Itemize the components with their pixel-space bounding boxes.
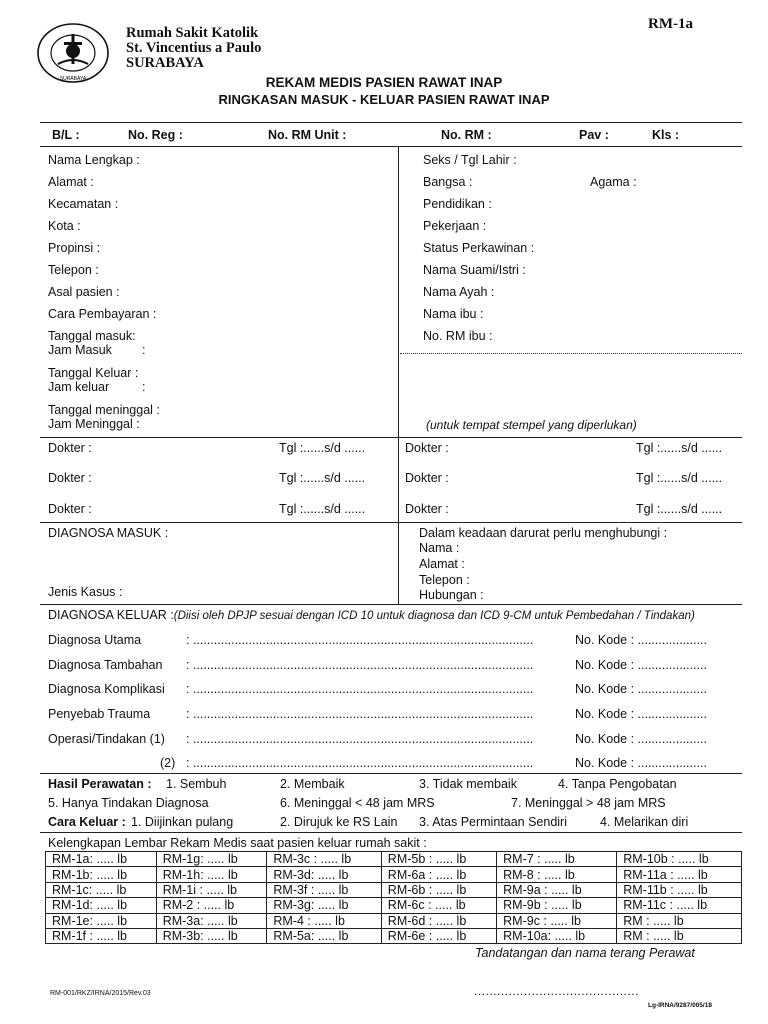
diagnosa-keluar-label: DIAGNOSA KELUAR :: [48, 608, 174, 622]
dokter-3-tgl: Tgl :......s/d ......: [279, 471, 366, 485]
noreg-label: No. Reg :: [128, 128, 183, 142]
diag-row-label: Diagnosa Tambahan: [48, 658, 163, 672]
diag-row-label: Diagnosa Komplikasi: [48, 682, 165, 696]
table-cell[interactable]: RM-5a: ..... lb: [267, 928, 381, 943]
table-cell[interactable]: RM-6c : ..... lb: [381, 898, 496, 913]
hasil-option: 3. Tidak membaik: [419, 777, 517, 791]
table-cell[interactable]: RM-3c : ..... lb: [267, 852, 381, 867]
table-cell[interactable]: RM-4 : ..... lb: [267, 913, 381, 928]
diag-row-kode[interactable]: No. Kode : ....................: [575, 658, 707, 672]
table-cell[interactable]: RM-1d: ..... lb: [46, 898, 157, 913]
status-perkawinan-label: Status Perkawinan :: [423, 241, 535, 255]
tanggal-masuk-label: Tanggal masuk:: [48, 329, 136, 343]
darurat-hubungan: Hubungan :: [419, 588, 484, 602]
table-cell[interactable]: RM-9a : ..... lb: [497, 882, 617, 897]
pendidikan-label: Pendidikan :: [423, 197, 492, 211]
tandatangan-label: Tandatangan dan nama terang Perawat: [475, 946, 695, 960]
nama-ayah-label: Nama Ayah :: [423, 285, 495, 299]
table-cell[interactable]: RM-3a: ..... lb: [156, 913, 267, 928]
dokter-2-label: Dokter :: [405, 441, 449, 455]
table-cell[interactable]: RM-6d : ..... lb: [381, 913, 496, 928]
table-cell[interactable]: RM-1h: ..... lb: [156, 867, 267, 882]
table-cell[interactable]: RM-11a : ..... lb: [617, 867, 742, 882]
dokter-6-tgl: Tgl :......s/d ......: [636, 502, 723, 516]
kota-label: Kota :: [48, 219, 81, 233]
jam-masuk-colon: :: [142, 343, 146, 357]
alamat-label: Alamat :: [48, 175, 94, 189]
table-cell[interactable]: RM-6b : ..... lb: [381, 882, 496, 897]
kecamatan-label: Kecamatan :: [48, 197, 119, 211]
diag-row-label: (2): [160, 756, 176, 770]
darurat-title: Dalam keadaan darurat perlu menghubungi :: [419, 526, 668, 540]
table-cell[interactable]: RM-1a: ..... lb: [46, 852, 157, 867]
table-cell[interactable]: RM-3g: ..... lb: [267, 898, 381, 913]
dokter-1-tgl: Tgl :......s/d ......: [279, 441, 366, 455]
seks-tgl-lahir-label: Seks / Tgl Lahir :: [423, 153, 517, 167]
cara-option: 3. Atas Permintaan Sendiri: [419, 815, 567, 829]
kls-label: Kls :: [652, 128, 680, 142]
hospital-name-line1: Rumah Sakit Katolik: [126, 25, 259, 41]
form-code: RM-1a: [648, 16, 693, 32]
tanggal-keluar-label: Tanggal Keluar :: [48, 366, 139, 380]
jam-masuk-label: Jam Masuk: [48, 343, 112, 357]
kelengkapan-table: [45, 851, 742, 944]
bl-label: B/L :: [52, 128, 80, 142]
jam-keluar-label: Jam keluar: [48, 380, 110, 394]
diag-row-kode[interactable]: No. Kode : ....................: [575, 633, 707, 647]
table-cell[interactable]: RM : ..... lb: [617, 913, 742, 928]
hasil-perawatan-label: Hasil Perawatan :: [48, 777, 152, 791]
dokter-1-label: Dokter :: [48, 441, 92, 455]
cara-option: 4. Melarikan diri: [600, 815, 689, 829]
darurat-alamat: Alamat :: [419, 557, 465, 571]
nama-suami-istri-label: Nama Suami/Istri :: [423, 263, 526, 277]
jam-meninggal-label: Jam Meninggal :: [48, 417, 140, 431]
diag-row-dots[interactable]: : ..................................................................................................: [186, 658, 534, 672]
diag-row-dots[interactable]: : ..................................................................................................: [186, 633, 534, 647]
hasil-option: 7. Meninggal > 48 jam MRS: [511, 796, 666, 810]
table-cell[interactable]: RM-1b: ..... lb: [46, 867, 157, 882]
table-cell[interactable]: RM-5b : ..... lb: [381, 852, 496, 867]
table-cell[interactable]: RM-7 : ..... lb: [497, 852, 617, 867]
diag-row-dots[interactable]: : ..................................................................................................: [186, 682, 534, 696]
stempel-note: (untuk tempat stempel yang diperlukan): [426, 418, 637, 432]
pav-label: Pav :: [579, 128, 609, 142]
tanggal-meninggal-label: Tanggal meninggal :: [48, 403, 160, 417]
diag-row-dots[interactable]: : ..................................................................................................: [186, 756, 534, 770]
table-cell[interactable]: RM-2 : ..... lb: [156, 898, 267, 913]
diag-row-kode[interactable]: No. Kode : ....................: [575, 756, 707, 770]
table-cell[interactable]: RM-1e: ..... lb: [46, 913, 157, 928]
dokter-6-label: Dokter :: [405, 502, 449, 516]
jenis-kasus-label: Jenis Kasus :: [48, 585, 123, 599]
diag-row-kode[interactable]: No. Kode : ....................: [575, 707, 707, 721]
table-cell[interactable]: RM-9b : ..... lb: [497, 898, 617, 913]
table-cell[interactable]: RM-11c : ..... lb: [617, 898, 742, 913]
hasil-option: 6. Meninggal < 48 jam MRS: [280, 796, 435, 810]
table-cell[interactable]: RM-1g: ..... lb: [156, 852, 267, 867]
form-title: REKAM MEDIS PASIEN RAWAT INAP: [265, 75, 503, 90]
diagnosa-keluar-note: (Diisi oleh DPJP sesuai dengan ICD 10 untuk diagnosa dan ICD 9-CM untuk Pembedahan / Tindakan): [173, 610, 695, 622]
hasil-option: 4. Tanpa Pengobatan: [558, 777, 677, 791]
table-cell[interactable]: RM-3b: ..... lb: [156, 928, 267, 943]
bangsa-label: Bangsa :: [423, 175, 473, 189]
diag-row-label: Penyebab Trauma: [48, 707, 151, 721]
footer-ref-code: Lg-IRNA/9287/005/18: [648, 1002, 712, 1009]
no-rm-ibu-label: No. RM ibu :: [423, 329, 493, 343]
telepon-label: Telepon :: [48, 263, 99, 277]
cara-option: 2. Dirujuk ke RS Lain: [280, 815, 398, 829]
asal-pasien-label: Asal pasien :: [48, 285, 120, 299]
table-row: [46, 882, 742, 897]
cara-option: 1. Diijinkan pulang: [131, 815, 234, 829]
table-cell[interactable]: RM-10a: ..... lb: [497, 928, 617, 943]
hasil-option: 5. Hanya Tindakan Diagnosa: [48, 796, 209, 810]
diagnosa-keluar-heading: [48, 608, 695, 622]
table-row: [46, 867, 742, 882]
propinsi-label: Propinsi :: [48, 241, 101, 255]
norm-label: No. RM :: [441, 128, 492, 142]
form-subtitle: RINGKASAN MASUK - KELUAR PASIEN RAWAT INAP: [218, 92, 550, 107]
dokter-3-label: Dokter :: [48, 471, 92, 485]
kelengkapan-title: Kelengkapan Lembar Rekam Medis saat pasien keluar rumah sakit :: [48, 836, 427, 850]
table-row: [46, 898, 742, 913]
cara-keluar-label: Cara Keluar :: [48, 815, 126, 829]
jam-keluar-colon: :: [142, 380, 146, 394]
diagnosa-masuk-label: DIAGNOSA MASUK :: [48, 526, 169, 540]
table-cell[interactable]: RM : ..... lb: [617, 928, 742, 943]
nama-ibu-label: Nama ibu :: [423, 307, 484, 321]
table-cell[interactable]: RM-6e : ..... lb: [381, 928, 496, 943]
agama-label: Agama :: [590, 175, 637, 189]
hasil-option: 2. Membaik: [280, 777, 345, 791]
diag-row-label: Operasi/Tindakan (1): [48, 732, 165, 746]
table-cell[interactable]: RM-1f : ..... lb: [46, 928, 157, 943]
diag-row-dots[interactable]: : ..................................................................................................: [186, 732, 534, 746]
dokter-5-label: Dokter :: [48, 502, 92, 516]
signature-line[interactable]: ...........................................: [474, 984, 639, 998]
cara-pembayaran-label: Cara Pembayaran :: [48, 307, 157, 321]
dokter-4-tgl: Tgl :......s/d ......: [636, 471, 723, 485]
table-cell[interactable]: RM-1c: ..... lb: [46, 882, 157, 897]
table-cell[interactable]: RM-3d: ..... lb: [267, 867, 381, 882]
pekerjaan-label: Pekerjaan :: [423, 219, 487, 233]
dokter-2-tgl: Tgl :......s/d ......: [636, 441, 723, 455]
diag-row-kode[interactable]: No. Kode : ....................: [575, 682, 707, 696]
table-cell[interactable]: RM-3f : ..... lb: [267, 882, 381, 897]
footer-form-code: RM-001/RKZ/IRNA/2015/Rev.03: [50, 990, 151, 997]
dokter-4-label: Dokter :: [405, 471, 449, 485]
diag-row-kode[interactable]: No. Kode : ....................: [575, 732, 707, 746]
nama-lengkap-label: Nama Lengkap :: [48, 153, 140, 167]
diag-row-label: Diagnosa Utama: [48, 633, 142, 647]
table-cell[interactable]: RM-11b : ..... lb: [617, 882, 742, 897]
table-cell[interactable]: RM-1i : ..... lb: [156, 882, 267, 897]
table-cell[interactable]: RM-9c : ..... lb: [497, 913, 617, 928]
normunit-label: No. RM Unit :: [268, 128, 347, 142]
hospital-name-line2: St. Vincentius a Paulo: [126, 40, 262, 56]
table-cell[interactable]: RM-8 : ..... lb: [497, 867, 617, 882]
darurat-telepon: Telepon :: [419, 573, 470, 587]
table-cell[interactable]: RM-10b : ..... lb: [617, 852, 742, 867]
darurat-nama: Nama :: [419, 541, 460, 555]
hospital-city: SURABAYA: [126, 55, 204, 71]
dokter-5-tgl: Tgl :......s/d ......: [279, 502, 366, 516]
diag-row-dots[interactable]: : ..................................................................................................: [186, 707, 534, 721]
table-row: [46, 913, 742, 928]
table-cell[interactable]: RM-6a : ..... lb: [381, 867, 496, 882]
hasil-option: 1. Sembuh: [166, 777, 227, 791]
table-row: [46, 928, 742, 943]
table-row: [46, 852, 742, 867]
svg-text:SURABAYA: SURABAYA: [59, 76, 87, 82]
